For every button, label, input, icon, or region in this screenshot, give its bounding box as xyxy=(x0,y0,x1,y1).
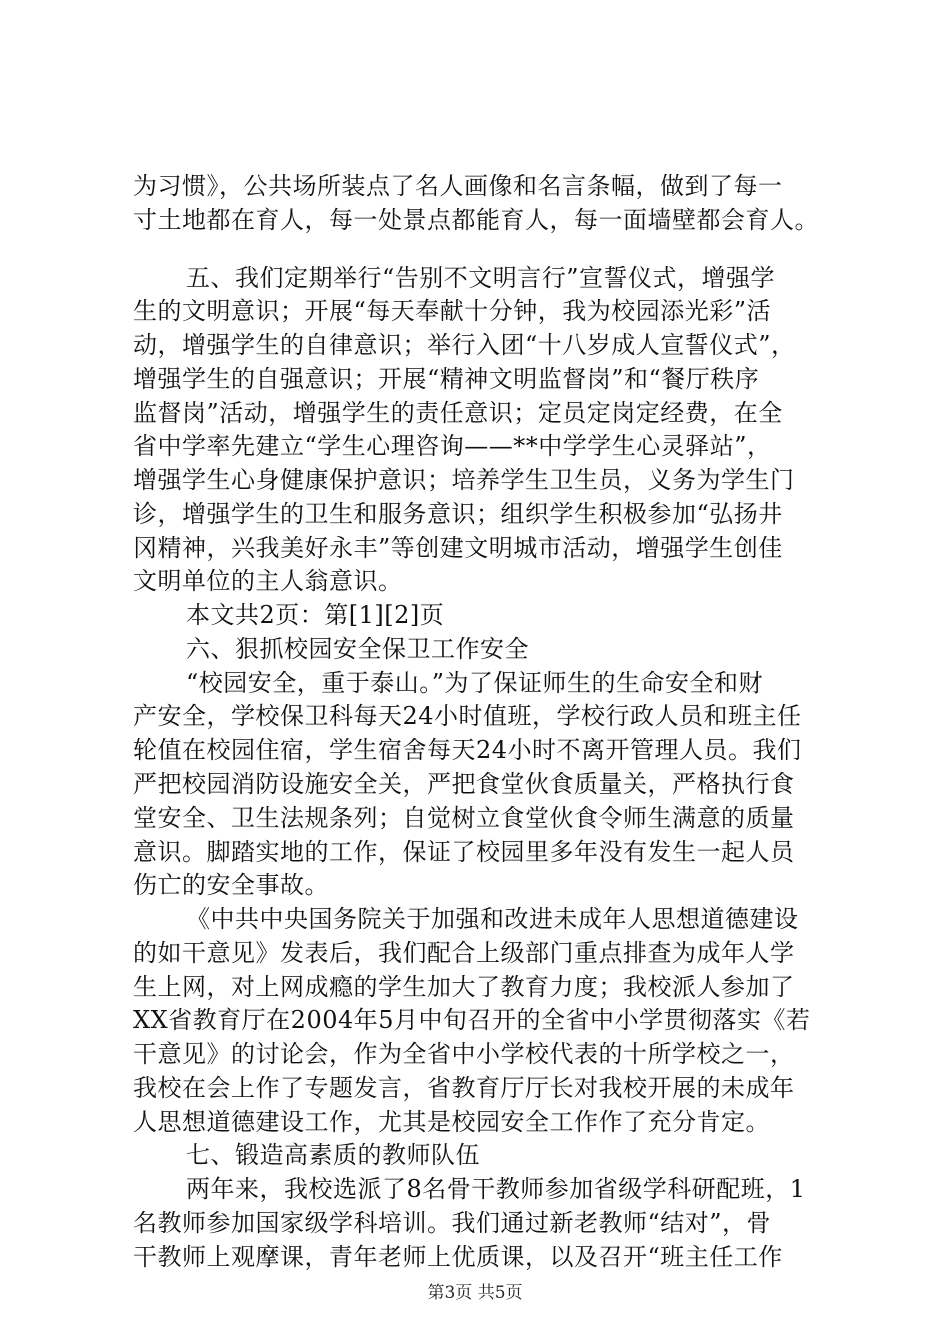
section-heading: 七、锻造高素质的教师队伍 xyxy=(186,1141,480,1169)
paragraph-line: 轮值在校园住宿，学生宿舍每天24小时不离开管理人员。我们 xyxy=(133,736,802,764)
paragraph-line: 产安全，学校保卫科每天24小时值班，学校行政人员和班主任 xyxy=(133,702,802,730)
paragraph-line: 寸土地都在育人，每一处景点都能育人，每一面墙壁都会育人。 xyxy=(133,206,819,234)
paragraph-line: 诊，增强学生的卫生和服务意识；组织学生积极参加“弘扬井 xyxy=(133,500,783,528)
paragraph-line: “校园安全，重于泰山。”为了保证师生的生命安全和财 xyxy=(186,669,764,697)
paragraph-line: 名教师参加国家级学科培训。我们通过新老教师“结对”，骨 xyxy=(133,1209,772,1237)
paragraph-line: 我校在会上作了专题发言，省教育厅厅长对我校开展的未成年 xyxy=(133,1074,795,1102)
paragraph-line: 严把校园消防设施安全关，严把食堂伙食质量关，严格执行食 xyxy=(133,770,795,798)
paragraph-line: 为习惯》，公共场所装点了名人画像和名言条幅，做到了每一 xyxy=(133,172,783,200)
paragraph-line: 伤亡的安全事故。 xyxy=(133,871,329,899)
paragraph-line: 生的文明意识；开展“每天奉献十分钟，我为校园添光彩”活 xyxy=(133,297,772,325)
paragraph-line: 增强学生心身健康保护意识；培养学生卫生员，义务为学生门 xyxy=(133,466,795,494)
paragraph-line: 《中共中央国务院关于加强和改进未成年人思想道德建设 xyxy=(186,905,799,933)
paragraph-line: 动，增强学生的自律意识；举行入团“十八岁成人宣誓仪式”， xyxy=(133,331,796,359)
paragraph-line: XX省教育厅在2004年5月中旬召开的全省中小学贯彻落实《若 xyxy=(133,1006,811,1034)
paragraph-line: 干意见》的讨论会，作为全省中小学校代表的十所学校之一， xyxy=(133,1040,795,1068)
paragraph-line: 增强学生的自强意识；开展“精神文明监督岗”和“餐厅秩序 xyxy=(133,365,760,393)
paragraph-line: 堂安全、卫生法规条列；自觉树立食堂伙食令师生满意的质量 xyxy=(133,804,795,832)
paragraph-line: 五、我们定期举行“告别不文明言行”宣誓仪式，增强学 xyxy=(186,264,776,292)
page-count-note: 本文共2页：第[1][2]页 xyxy=(186,601,445,629)
paragraph-line: 人思想道德建设工作，尤其是校园安全工作作了充分肯定。 xyxy=(133,1108,770,1136)
page-footer: 第3页 共5页 xyxy=(427,1283,523,1303)
paragraph-line: 监督岗”活动，增强学生的责任意识；定员定岗定经费，在全 xyxy=(133,399,783,427)
paragraph-line: 文明单位的主人翁意识。 xyxy=(133,567,403,595)
paragraph-line: 干教师上观摩课，青年老师上优质课，以及召开“班主任工作 xyxy=(133,1243,783,1271)
paragraph-line: 省中学率先建立“学生心理咨询——**中学学生心灵驿站”， xyxy=(133,432,772,460)
paragraph-line: 的如干意见》发表后，我们配合上级部门重点排查为成年人学 xyxy=(133,939,795,967)
paragraph-line: 两年来，我校选派了8名骨干教师参加省级学科研配班，1 xyxy=(186,1175,806,1203)
section-heading: 六、狠抓校园安全保卫工作安全 xyxy=(186,635,529,663)
paragraph-line: 意识。脚踏实地的工作，保证了校园里多年没有发生一起人员 xyxy=(133,838,795,866)
paragraph-line: 生上网，对上网成瘾的学生加大了教育力度；我校派人参加了 xyxy=(133,973,795,1001)
paragraph-line: 冈精神，兴我美好永丰”等创建文明城市活动，增强学生创佳 xyxy=(133,534,783,562)
